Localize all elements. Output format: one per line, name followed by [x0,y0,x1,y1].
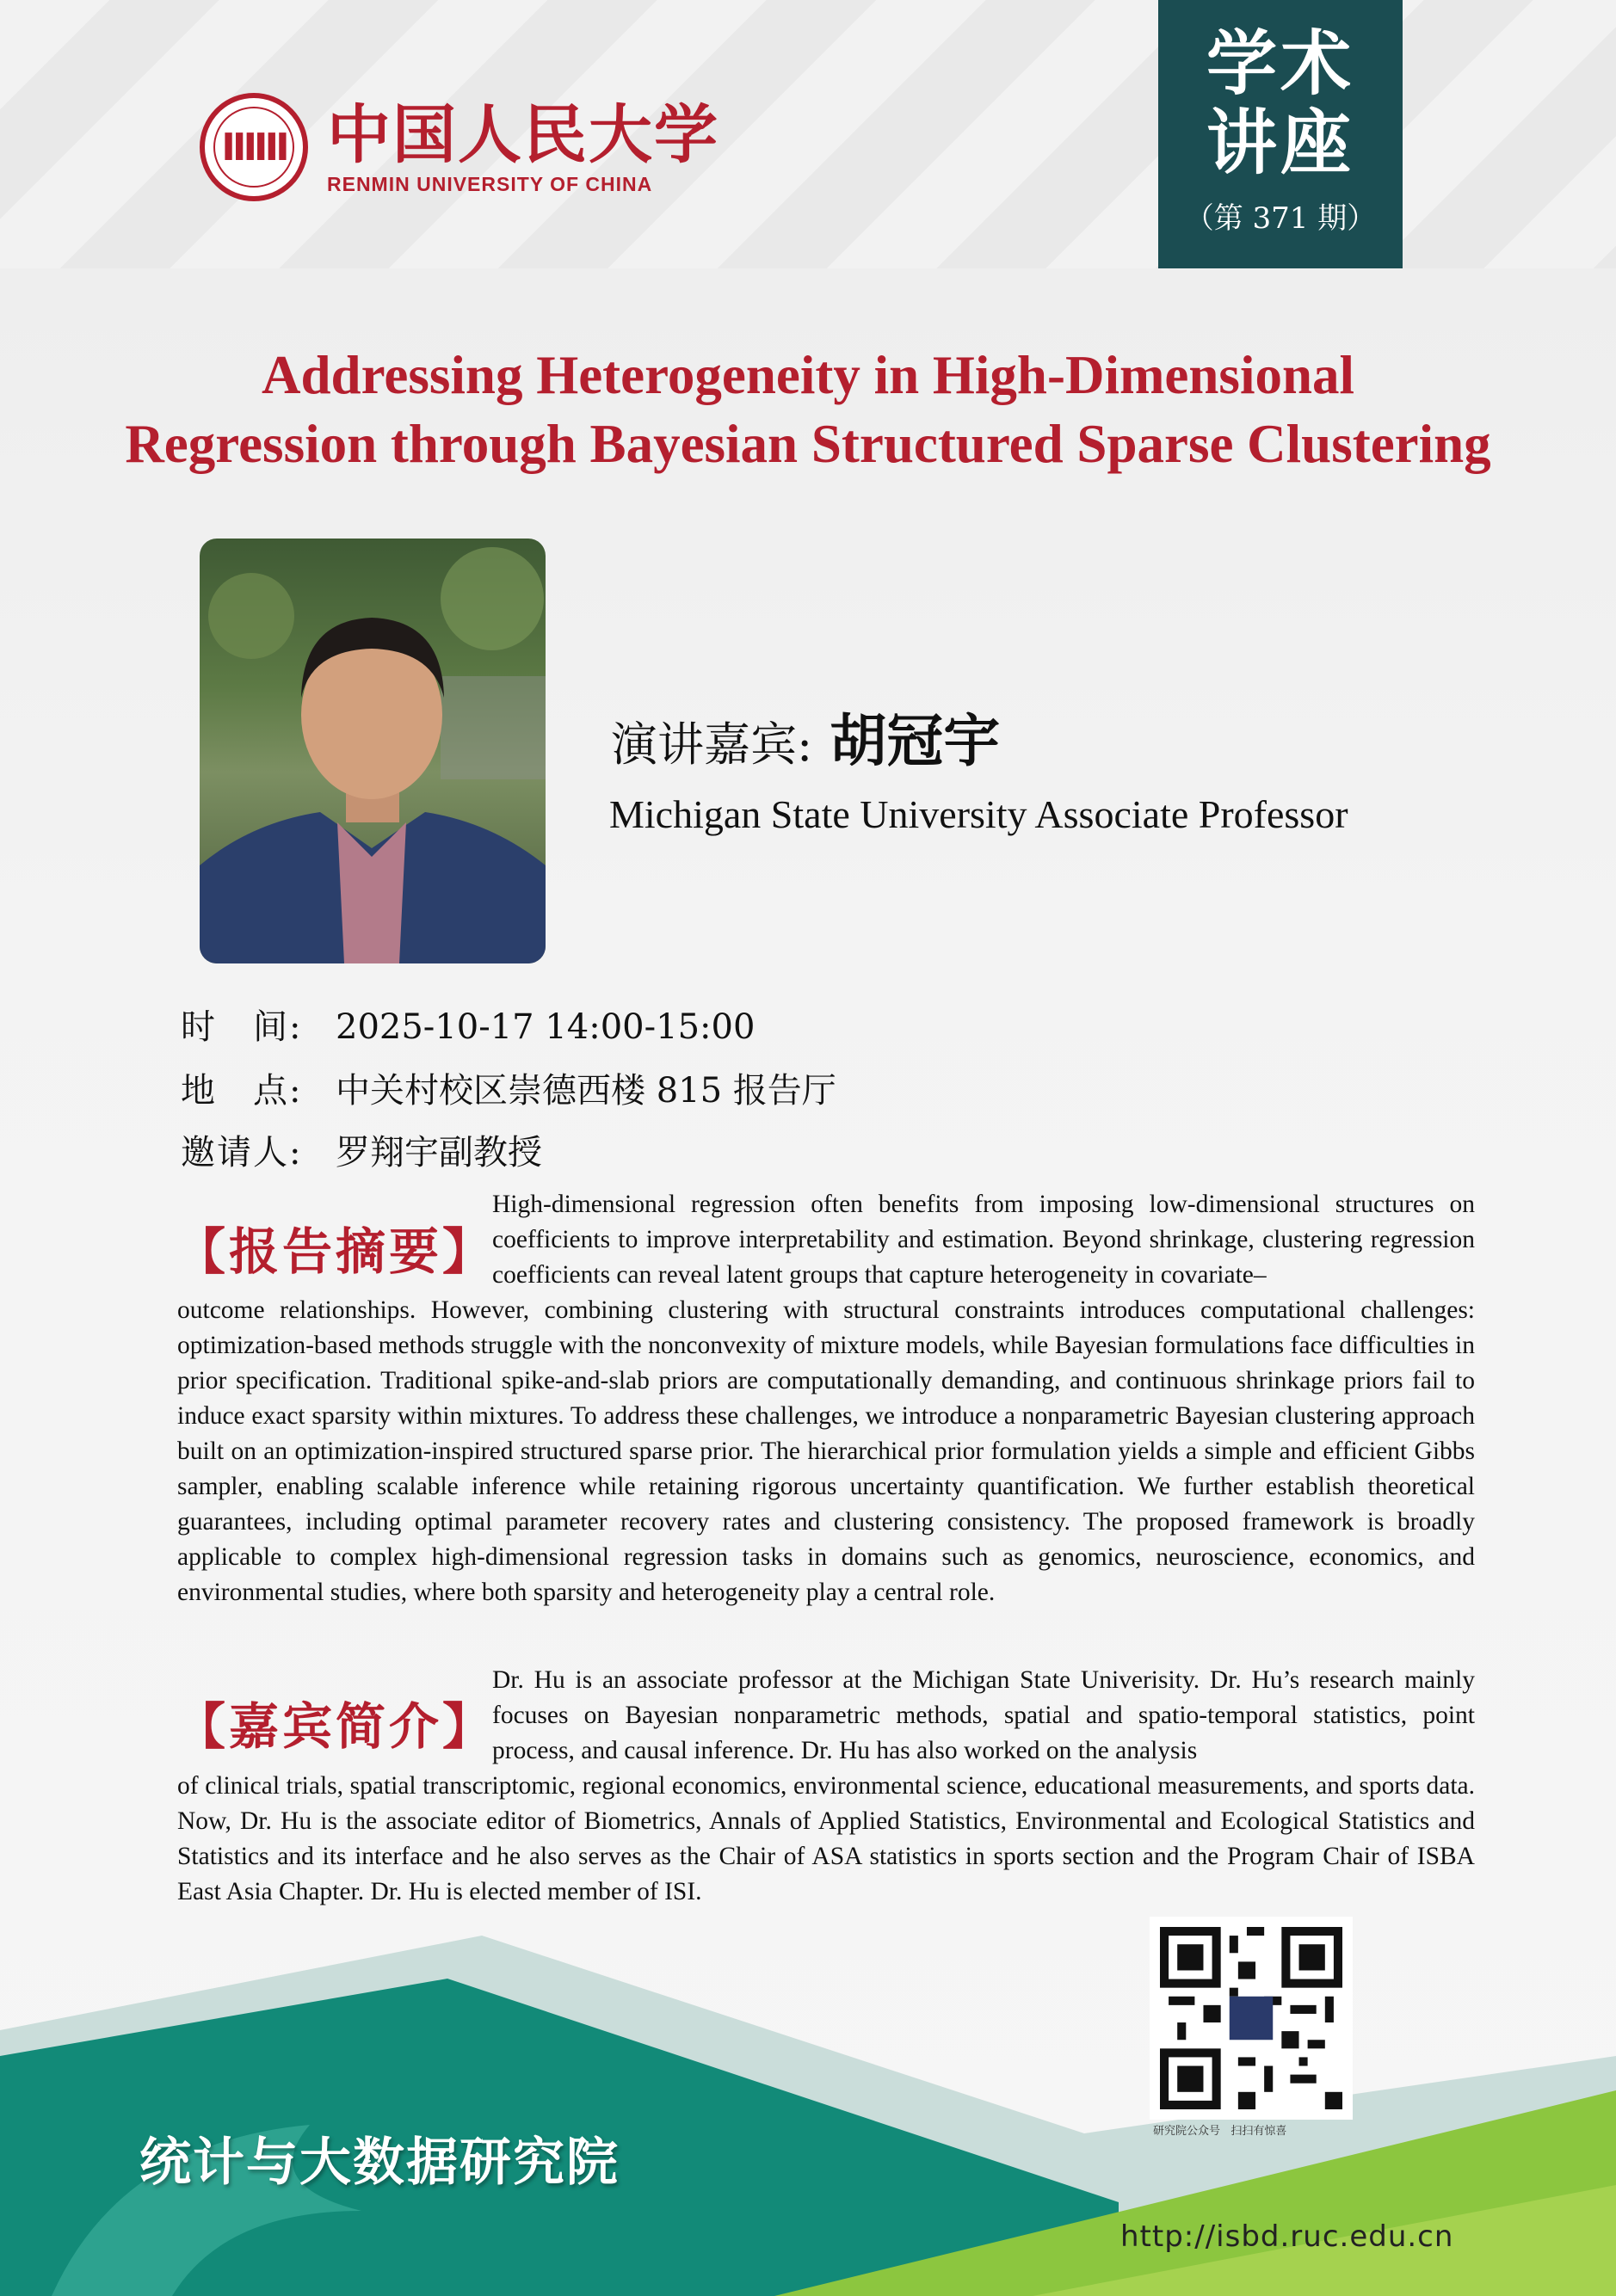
bio-lead: Dr. Hu is an associate professor at the Michigan State Univerisity. Dr. Hu’s research mainly focuses on Bayesian nonparametric methods, spatial and spatio-temporal statistics, point process, and causal inference. Dr. Hu has also worked on the analysis [492,1666,1475,1764]
info-host [181,1125,542,1174]
title-line-1: Addressing Heterogeneity in High-Dimensional [262,345,1354,405]
qr-caption-left: 研究院公众号 [1153,2125,1221,2138]
place-value: 中关村校区崇德西楼 815 报告厅 [336,1071,836,1111]
time-value: 2025-10-17 14:00-15:00 [336,1007,756,1047]
abstract-heading: 【报告摘要】 [176,1222,497,1281]
university-name-en: RENMIN UNIVERSITY OF CHINA [327,172,653,195]
title-line-2: Regression through Bayesian Structured Sparse Clustering [125,414,1491,474]
lecture-title [52,341,1564,478]
speaker-photo [200,539,546,963]
speaker-portrait-icon [200,539,546,963]
tag-line-1: 学术 [1206,22,1354,105]
host-value: 罗翔宇副教授 [336,1133,542,1173]
host-label: 邀请人: [181,1133,303,1173]
qr-code [1150,1917,1353,2120]
university-name-cn: 中国人民大学 [327,97,719,172]
speaker-affiliation: Michigan State University Associate Professor [609,792,1348,836]
lecture-tag [1158,0,1403,268]
place-label: 地 点: [181,1071,303,1111]
bio-heading: 【嘉宾简介】 [176,1697,497,1756]
tag-line-2: 讲座 [1206,102,1354,184]
info-place [181,1063,836,1112]
university-seal-icon: ⅢⅢ [200,93,308,201]
institute-name: 统计与大数据研究院 [139,2133,620,2193]
university-logo [200,93,719,201]
time-label: 时 间: [181,1007,303,1047]
bio-body: of clinical trials, spatial transcriptomic, regional economics, environmental science, educational measurements, and sports data. Now, Dr. Hu is the associate editor of Biometrics, Annals of Applied Statistics, Environmental and Ecological Statistics and Statistics and its interface and he also serves as the Chair of ASA statistics in sports section and the Program Chair of ISBA East Asia Chapter. Dr. Hu is elected member of ISI. [177,1772,1475,1905]
speaker-label: 演讲嘉宾: [611,717,813,772]
abstract-body: outcome relationships. However, combining clustering with structural constraints introduces computational challenges: optimization-based methods struggle with the nonconvexity of mixture models, while Bayesian formulations face difficulties in prior specification. Traditional spike-and-slab priors are computationally demanding, and continuous shrinkage priors fail to induce exact sparsity within mixtures. To address these challenges, we introduce a nonparametric Bayesian clustering approach built on an optimization-inspired structured sparse prior. The hierarchical prior formulation yields a simple and efficient Gibbs sampler, enabling scalable inference while retaining rigorous uncertainty quantification. We further establish theoretical guarantees, including optimal parameter recovery rates and clustering consistency. The proposed framework is broadly applicable to complex high-dimensional regression tasks in domains such as genomics, neuroscience, economics, and environmental studies, where both sparsity and heterogeneity play a central role. [177,1296,1475,1606]
abstract-lead: High-dimensional regression often benefits from imposing low-dimensional structures on coefficients to improve interpretability and estimation. Beyond shrinkage, clustering regression coefficients can reveal latent groups that capture heterogeneity in covariate– [492,1191,1475,1289]
info-time [181,1000,755,1049]
website-url[interactable]: http://isbd.ruc.edu.cn [1120,2219,1454,2254]
speaker-name: 胡冠宇 [830,707,1001,774]
qr-caption [1153,2121,1368,2138]
qr-caption-right: 扫扫有惊喜 [1231,2125,1287,2138]
speaker-line [611,695,1000,777]
issue-number: （第 371 期） [1184,201,1377,236]
qr-code-icon [1160,1927,1342,2109]
